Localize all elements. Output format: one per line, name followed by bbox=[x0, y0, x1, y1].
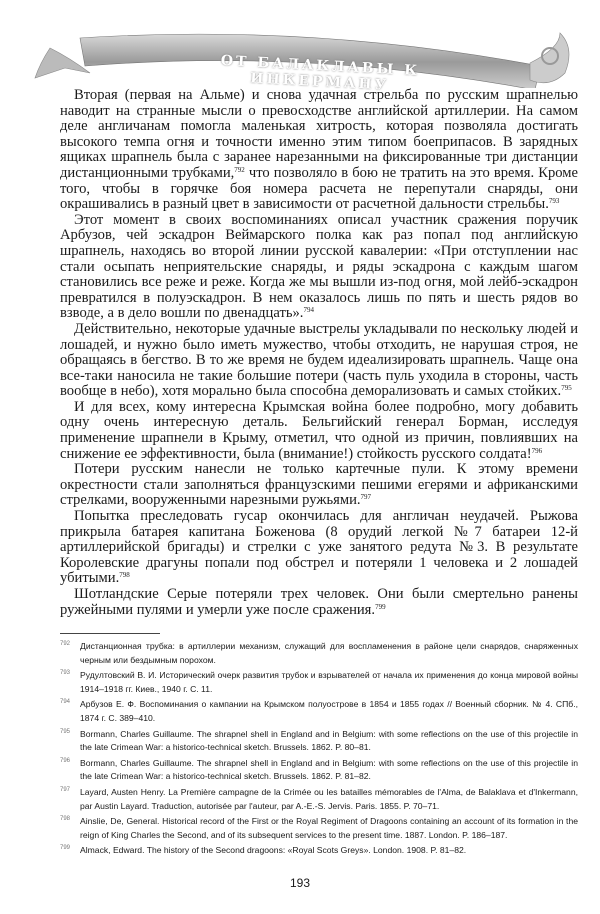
footnote-ref[interactable]: 798 bbox=[119, 571, 130, 580]
footnote-ref[interactable]: 796 bbox=[531, 446, 543, 455]
footnote: 797 Layard, Austen Henry. La Première campagne de la Crimée ou les batailles mémorables de l'Alma, de Balaklava et d'Inkermann, par Austin Layard. Traduction, autorisée par l'auteur, par A.-E.-S. Jervis. Paris. 1855. P. 70–71. bbox=[60, 786, 578, 811]
paragraph: И для всех, кому интересна Крымская война более подробно, могу добавить одну очень интересную деталь. Бельгийский генерал Борман, исследуя применение шрапнели в Крыму, отметил, что одной из причин, повлиявших на снижение ее эффективности, была (внимание!) стойкость русского солдата!$^{796}$ bbox=[60, 398, 578, 462]
body-text bbox=[60, 88, 578, 618]
paragraph: Попытка преследовать гусар окончилась для англичан неудачей. Рыжова прикрыла батарея капитана Боженова (8 орудий легкой №7 батареи 12-й артиллерийской бригады) и стрелки с уже занятого редута №3. В результате Королевские драгуны попали под обстрел и потеряли 1 человека и 2 лошадей убитыми.$^{798}$ bbox=[60, 508, 578, 587]
footnote: 795 Bormann, Charles Guillaume. The shrapnel shell in England and in Belgium: with some reflections on the use of this projectile in the late Crimean War: a historico-technical sketch. Brussels. 1862. P. 80–81. bbox=[60, 728, 578, 753]
paragraph: Вторая (первая на Альме) и снова удачная стрельба по русским шрапнелью наводит на странные мысли о превосходстве английской артиллерии. На самом деле англичанам помогла маленькая хитрость, которая позволяла достигать высокого темпа огня и точности именно этим типом боеприпасов. В зарядных ящиках шрапнель была с заранее нарезанными на фиксированные три дистанции дистанционными трубками,$^{792}$ что позволяло в бою не тратить на это время. Кроме того, чтобы в горячке боя номера расчета не перепутали снаряды, они окрашивались в разный цвет в зависимости от расчетной дальности стрельбы.$^{793}$ bbox=[60, 87, 578, 213]
footnote-ref[interactable]: 797 bbox=[360, 493, 372, 502]
chapter-banner bbox=[30, 18, 575, 94]
footnotes bbox=[60, 640, 578, 860]
footnote-divider bbox=[60, 633, 160, 634]
paragraph: Потери русским нанесли не только картечные пули. К этому времени окрестности стали заполняться французскими пешими егерями и африканскими стрелками, вооруженными нарезными ружьями.$^{797}$ bbox=[60, 461, 578, 509]
paragraph: Шотландские Серые потеряли трех человек. Они были смертельно ранены ружейными пулями и умерли уже после сражения.$^{799}$ bbox=[60, 586, 578, 618]
footnote: 799 Almack, Edward. The history of the Second dragoons: «Royal Scots Greys». London. 1908. P. 81–82. bbox=[60, 845, 467, 856]
footnote: 793 Рудултовский В. И. Исторический очерк развития трубок и взрывателей от начала их применения до конца мировой войны 1914–1918 гг. Киев., 1940 г. С. 11. bbox=[60, 670, 578, 694]
footnote-ref[interactable]: 792 bbox=[234, 165, 245, 174]
footnote-ref[interactable]: 799 bbox=[375, 602, 386, 611]
footnote: 798 Ainslie, De, General. Historical record of the First or the Royal Regiment of Dragoons containing an account of its formation in the reign of King Charles the Second, and of its subsequent services to the present time. 1887. London. P. 186–187. bbox=[60, 816, 578, 840]
footnote-ref[interactable]: 794 bbox=[303, 306, 314, 315]
paragraph: Действительно, некоторые удачные выстрелы укладывали по нескольку людей и лошадей, и нужно было иметь мужество, чтобы отходить, не нарушая строя, не обращаясь в бегство. В то же время не будем идеализировать шрапнель. Чаще она все-таки наносила не такие большие потери (часть пуль уходила в стороны, часть вообще в небо), хотя морально была способна деморализовать и самых стойких.$^{795}$ bbox=[60, 320, 578, 400]
paragraph: Этот момент в своих воспоминаниях описал участник сражения поручик Арбузов, чей эскадрон Веймарского полка как раз попал под английскую шрапнель, находясь во второй линии русской кавалерии: «При отступлении нас стали осыпать неприятельские снаряды, и ряды эскадрона с каждым шагом становились все реже и реже. Когда же мы вышли из-под огня, мой лейб-эскадрон превратился в полуэскадрон. В нем оказалось лишь по пять и шесть рядов во взводе, а в дело вошли по двенадцать».$^{794}$ bbox=[60, 211, 578, 322]
page-number: 193 bbox=[289, 876, 311, 890]
footnote: 796 Bormann, Charles Guillaume. The shrapnel shell in England and in Belgium: with some reflections on the use of this projectile in the late Crimean War: a historico-technical sketch. Brussels. 1862. P. 81–82. bbox=[60, 757, 578, 782]
footnote-ref[interactable]: 793 bbox=[548, 197, 560, 206]
footnote-ref[interactable]: 795 bbox=[561, 384, 572, 393]
footnote: 794 Арбузов Е. Ф. Воспоминания о кампании на Крымском полуострове в 1854 и 1855 годах // Военный сборник. № 4. СПб., 1874 г. С. 389–410. bbox=[60, 699, 578, 723]
running-header-title: ОТ БАЛАКЛАВЫ К ИНКЕРМАНУ bbox=[220, 52, 421, 94]
footnote: 792 Дистанционная трубка: в артиллерии механизм, служащий для воспламенения в районе цели снарядов, снаряженных черным или бездымным порохом. bbox=[60, 641, 578, 665]
